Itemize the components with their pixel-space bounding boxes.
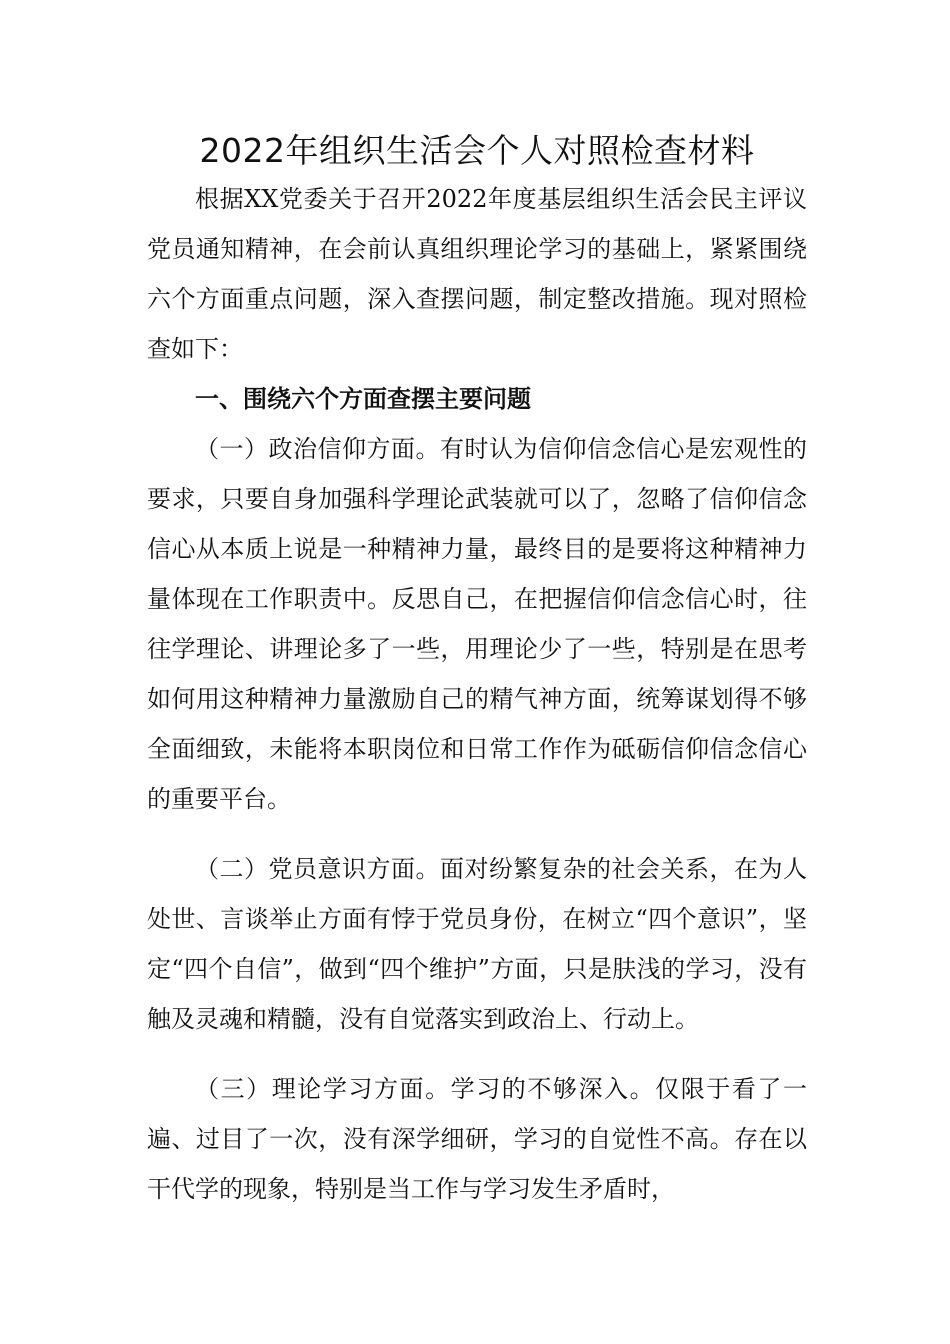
document-title: 2022年组织生活会个人对照检查材料 — [199, 131, 755, 170]
intro-paragraph: 根据XX党委关于召开2022年度基层组织生活会民主评议党员通知精神，在会前认真组织理论学习的基础上，紧紧围绕六个方面重点问题，深入查摆问题，制定整改措施。现对照检查如下： — [147, 185, 807, 363]
section-heading: 一、围绕六个方面查摆主要问题 — [195, 385, 531, 413]
paragraph-party-awareness: （二）党员意识方面。面对纷繁复杂的社会关系，在为人处世、言谈举止方面有悖于党员身份，在树立“四个意识”，坚定“四个自信”，做到“四个维护”方面，只是肤浅的学习，没有触及灵魂和精髓，没有自觉落实到政治上、行动上。 — [147, 855, 807, 1033]
paragraph-theory-study: （三）理论学习方面。学习的不够深入。仅限于看了一遍、过目了一次，没有深学细研，学习的自觉性不高。存在以干代学的现象，特别是当工作与学习发生矛盾时， — [147, 1075, 807, 1203]
paragraph-political-belief: （一）政治信仰方面。有时认为信仰信念信心是宏观性的要求，只要自身加强科学理论武装就可以了，忽略了信仰信念信心从本质上说是一种精神力量，最终目的是要将这种精神力量体现在工作职责中。反思自己，在把握信仰信念信心时，往往学理论、讲理论多了一些，用理论少了一些，特别是在思考如何用这种精神力量激励自己的精气神方面，统筹谋划得不够全面细致，未能将本职岗位和日常工作作为砥砺信仰信念信心的重要平台。 — [147, 435, 807, 813]
document-page — [147, 128, 807, 1214]
